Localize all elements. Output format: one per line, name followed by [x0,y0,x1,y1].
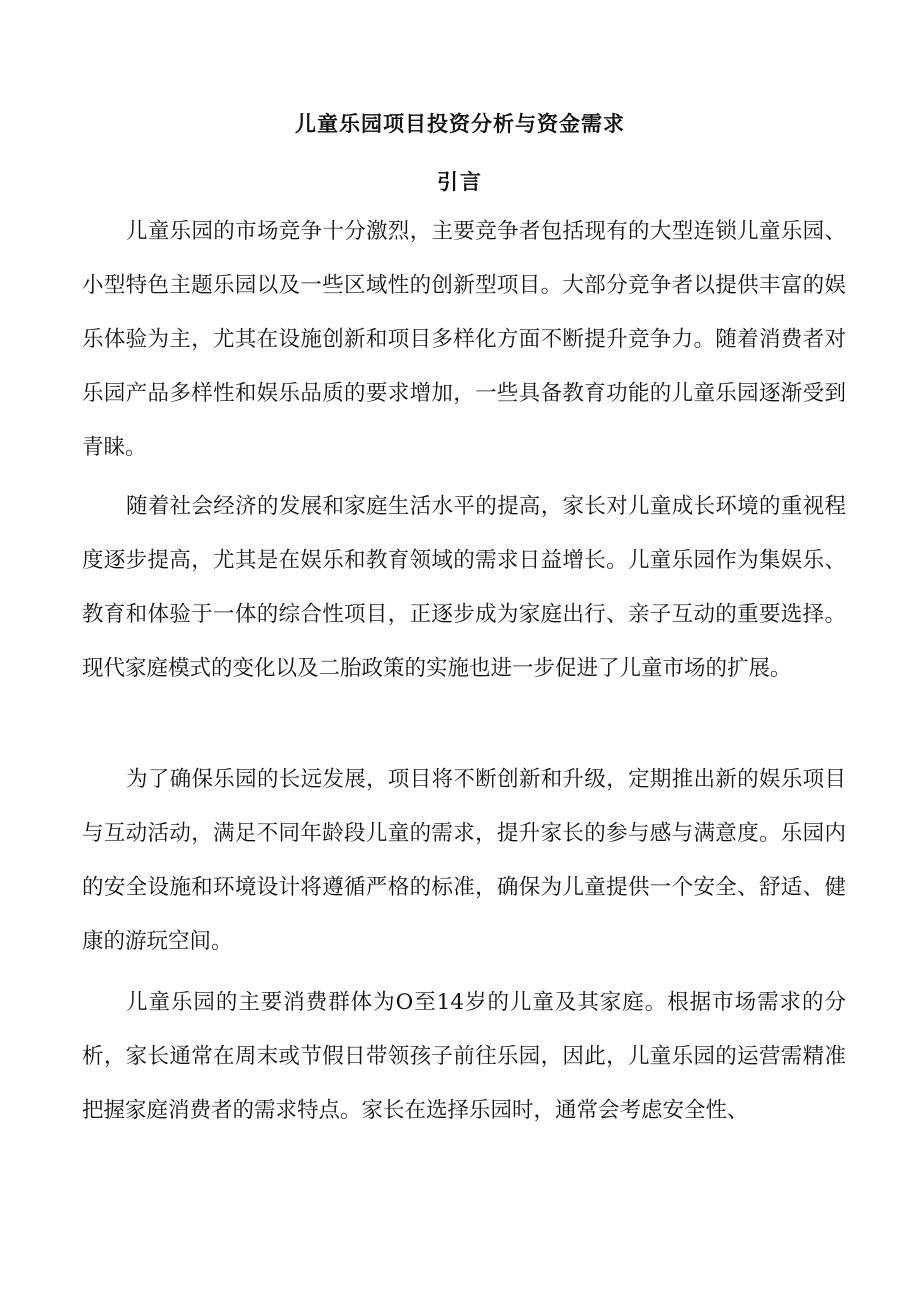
paragraph-market-background: 随着社会经济的发展和家庭生活水平的提高，家长对儿童成长环境的重视程度逐步提高，尤其是在娱乐和教育领域的需求日益增长。儿童乐园作为集娱乐、教育和体验于一体的综合性项目，正逐步成为家庭出行、亲子互动的重要选择。现代家庭模式的变化以及二胎政策的实施也进一步促进了儿童市场的扩展。 [82,494,846,681]
paragraph-development-plan: 为了确保乐园的长远发展，项目将不断创新和升级，定期推出新的娱乐项目与互动活动，满足不同年龄段儿童的需求，提升家长的参与感与满意度。乐园内的安全设施和环境设计将遵循严格的标准，确保为儿童提供一个安全、舒适、健康的游玩空间。 [82,767,846,954]
paragraph-target-consumers: 儿童乐园的主要消费群体为O至14岁的儿童及其家庭。根据市场需求的分析，家长通常在周末或节假日带领孩子前往乐园，因此，儿童乐园的运营需精准把握家庭消费者的需求特点。家长在选择乐园时，通常会考虑安全性、 [82,990,846,1123]
section-heading-introduction: 引言 [437,169,483,194]
paragraph-market-competition: 儿童乐园的市场竞争十分激烈，主要竞争者包括现有的大型连锁儿童乐园、小型特色主题乐园以及一些区域性的创新型项目。大部分竞争者以提供丰富的娱乐体验为主，尤其在设施创新和项目多样化方面不断提升竞争力。随着消费者对乐园产品多样性和娱乐品质的要求增加，一些具备教育功能的儿童乐园逐渐受到青睐。 [82,219,846,460]
document-title: 儿童乐园项目投资分析与资金需求 [295,111,625,136]
